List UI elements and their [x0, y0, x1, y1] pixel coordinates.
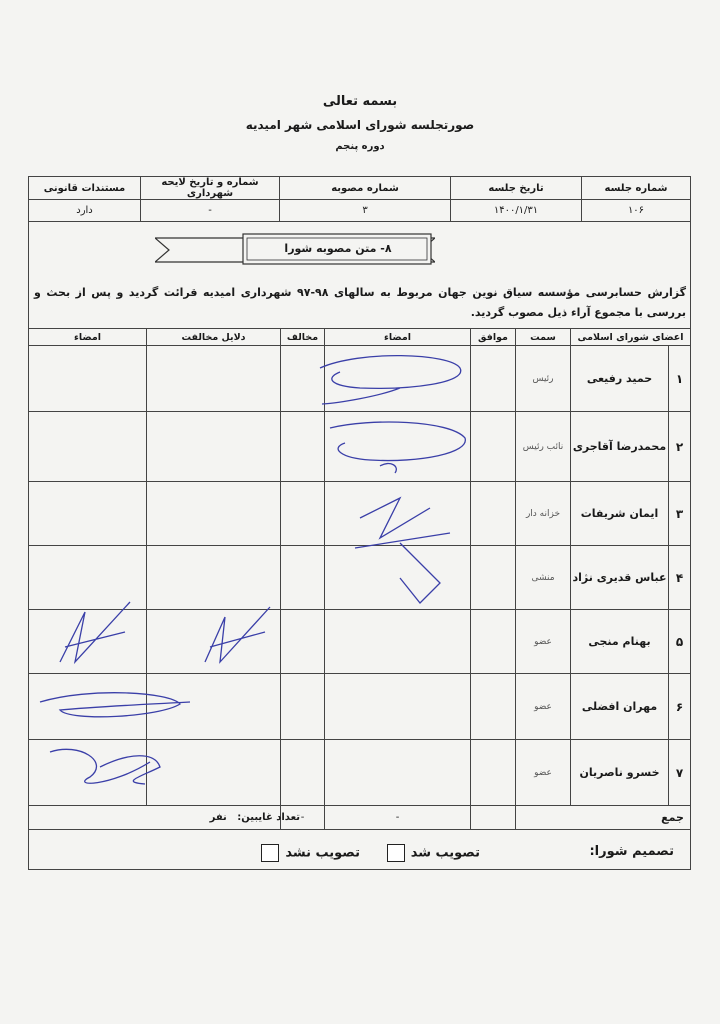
decision-rejected-option[interactable] [261, 844, 360, 862]
agree-cell [471, 412, 516, 482]
reason-cell [147, 412, 281, 482]
col-oppose: مخالف [281, 329, 325, 346]
col-oppose-reasons: دلایل مخالفت [147, 329, 281, 346]
signature-cell [29, 610, 147, 674]
signature-cell [29, 740, 147, 806]
agree-cell [471, 482, 516, 546]
meta-header-bill-number: شماره و تاریخ لایحه شهرداری [141, 177, 280, 200]
member-name: ایمان شریفات [571, 482, 669, 546]
member-name: محمدرضا آقاجری [571, 412, 669, 482]
member-name: خسرو ناصریان [571, 740, 669, 806]
agree-cell [471, 740, 516, 806]
signature-cell [325, 674, 471, 740]
absent-count [180, 812, 300, 823]
col-signature-agree: امضاء [325, 329, 471, 346]
agree-cell [471, 346, 516, 412]
totals-label: جمع [516, 806, 691, 830]
meta-table [28, 176, 691, 222]
col-agree: موافق [471, 329, 516, 346]
member-row [29, 546, 691, 610]
member-row [29, 482, 691, 546]
council-decision [28, 836, 691, 870]
absent-unit: نفر [209, 812, 227, 823]
meta-value-row [29, 200, 691, 222]
totals-oppose: - [281, 806, 325, 830]
rejected-checkbox[interactable] [261, 844, 279, 862]
approved-checkbox[interactable] [387, 844, 405, 862]
oppose-cell [281, 412, 325, 482]
reason-cell [147, 674, 281, 740]
reason-cell [147, 610, 281, 674]
totals-agree: - [325, 806, 471, 830]
oppose-cell [281, 740, 325, 806]
header-bismillah: بسمه تعالی [322, 94, 398, 109]
member-row [29, 674, 691, 740]
totals-row [29, 806, 691, 830]
meta-session-date: ۱۴۰۰/۱/۳۱ [451, 200, 582, 222]
member-number: ۶ [669, 674, 691, 740]
signature-cell [325, 610, 471, 674]
meta-legal-docs: دارد [29, 200, 141, 222]
member-name: مهران افضلی [571, 674, 669, 740]
member-row [29, 346, 691, 412]
member-number: ۱ [669, 346, 691, 412]
signature-cell [325, 346, 471, 412]
member-number: ۷ [669, 740, 691, 806]
signature-cell [325, 740, 471, 806]
signature-cell [29, 674, 147, 740]
decision-rejected-label: تصویب نشد [285, 845, 360, 861]
col-signature-oppose: امضاء [29, 329, 147, 346]
header-term: دوره پنجم [335, 141, 385, 152]
member-name: عباس قدیری نژاد [571, 546, 669, 610]
member-number: ۴ [669, 546, 691, 610]
member-name: بهنام منجی [571, 610, 669, 674]
signature-cell [325, 546, 471, 610]
decision-approved-label: تصویب شد [410, 845, 480, 861]
agree-cell [471, 546, 516, 610]
resolution-text: گزارش حسابرسی مؤسسه سیاق نوین جهان مربوط به سالهای ۹۸-۹۷ شهرداری امیدیه قرائت گردید و پس از بحث و بررسی با مجموع آراء ذیل مصوب گردید. [34, 286, 686, 319]
member-role: عضو [516, 674, 571, 740]
member-role: عضو [516, 740, 571, 806]
meta-session-number: ۱۰۶ [582, 200, 691, 222]
meta-header-legal-docs: مستندات قانونی [29, 177, 141, 200]
member-number: ۳ [669, 482, 691, 546]
decision-approved-option[interactable] [387, 844, 480, 862]
agree-cell [471, 610, 516, 674]
member-role: خزانه دار [516, 482, 571, 546]
meta-bill-number: - [141, 200, 280, 222]
member-name: حمید رفیعی [571, 346, 669, 412]
signature-cell [29, 412, 147, 482]
col-members: اعضای شورای اسلامی [571, 329, 691, 346]
signature-cell [29, 482, 147, 546]
meta-header-session-number: شماره جلسه [582, 177, 691, 200]
reason-cell [147, 740, 281, 806]
totals-agree-cell [471, 806, 516, 830]
member-row [29, 610, 691, 674]
reason-cell [147, 482, 281, 546]
meta-header-session-date: تاریخ جلسه [451, 177, 582, 200]
reason-cell [147, 546, 281, 610]
signature-cell [29, 346, 147, 412]
meta-resolution-number: ۳ [280, 200, 451, 222]
oppose-cell [281, 610, 325, 674]
member-row [29, 412, 691, 482]
member-number: ۵ [669, 610, 691, 674]
member-role: منشی [516, 546, 571, 610]
member-row [29, 740, 691, 806]
member-role: رئیس [516, 346, 571, 412]
votes-table [28, 328, 691, 830]
signature-cell [29, 546, 147, 610]
votes-header-row [29, 329, 691, 346]
oppose-cell [281, 482, 325, 546]
oppose-cell [281, 546, 325, 610]
member-role: عضو [516, 610, 571, 674]
meta-header-row [29, 177, 691, 200]
banner-title: ۸- متن مصوبه شورا [284, 242, 392, 255]
member-role: نائب رئیس [516, 412, 571, 482]
signature-cell [325, 412, 471, 482]
reason-cell [147, 346, 281, 412]
agree-cell [471, 674, 516, 740]
oppose-cell [281, 674, 325, 740]
col-position: سمت [516, 329, 571, 346]
header-title: صورتجلسه شورای اسلامی شهر امیدیه [245, 118, 475, 132]
member-number: ۲ [669, 412, 691, 482]
signature-cell [325, 482, 471, 546]
oppose-cell [281, 346, 325, 412]
absent-label: تعداد غایبین: [237, 812, 300, 823]
decision-label: تصمیم شورا: [589, 844, 674, 859]
meta-header-resolution-number: شماره مصوبه [280, 177, 451, 200]
